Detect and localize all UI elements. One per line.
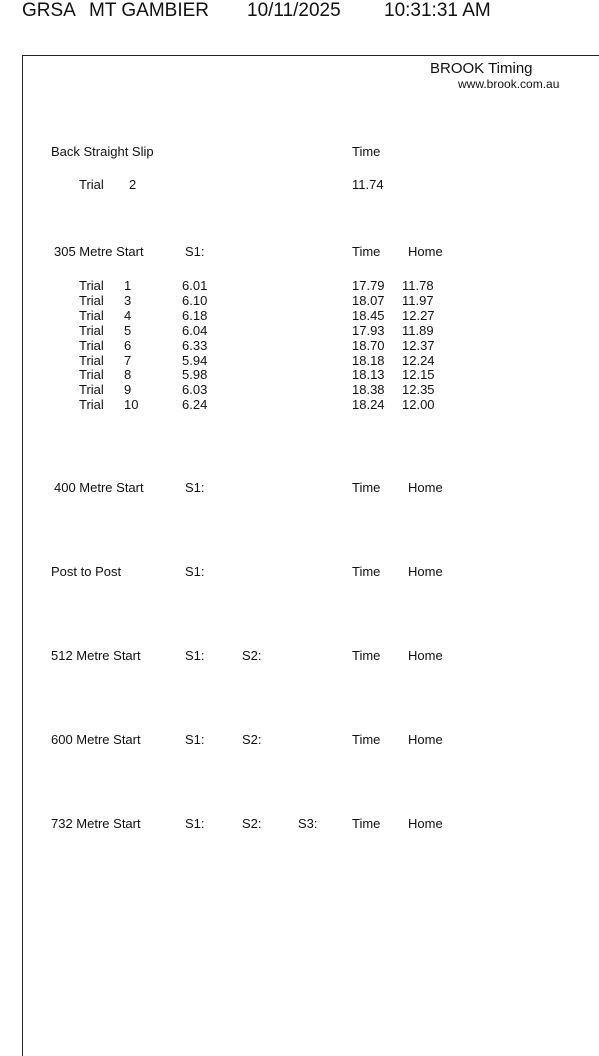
trial-number: 6 <box>124 337 132 353</box>
table-row <box>0 293 599 308</box>
trial-label: Trial <box>79 352 104 368</box>
s400-s1-label: S1: <box>185 480 205 495</box>
trial-s1: 6.33 <box>182 337 208 353</box>
trial-s1: 6.01 <box>182 278 208 293</box>
s512-title: 512 Metre Start <box>51 648 141 663</box>
header-date: 10/11/2025 <box>247 0 341 21</box>
s732-title: 732 Metre Start <box>51 816 141 831</box>
slip-trial-row <box>0 177 599 192</box>
report-frame <box>22 55 599 1056</box>
s305-s1-label: S1: <box>185 244 205 259</box>
trial-label: Trial <box>79 307 104 323</box>
table-row <box>0 353 599 368</box>
post-time-label: Time <box>352 564 381 579</box>
trial-time: 18.13 <box>352 367 385 383</box>
trial-number: 10 <box>124 397 139 413</box>
trial-label: Trial <box>79 292 104 308</box>
trial-number: 8 <box>124 367 132 383</box>
s600-time-label: Time <box>352 732 381 747</box>
trial-label: Trial <box>79 278 104 293</box>
post-s1-label: S1: <box>185 564 205 579</box>
s400-time-label: Time <box>352 480 381 495</box>
table-row <box>0 382 599 397</box>
trial-s1: 5.94 <box>182 352 208 368</box>
s600-header-row <box>0 732 599 747</box>
trial-label: Trial <box>79 337 104 353</box>
header-org: GRSA <box>22 0 76 21</box>
s600-s2-label: S2: <box>242 732 262 747</box>
brand-name: BROOK Timing <box>430 60 533 77</box>
trial-home: 11.97 <box>402 292 434 308</box>
trial-s1: 6.18 <box>182 307 208 323</box>
trial-s1: 5.98 <box>182 367 208 383</box>
header-time: 10:31:31 AM <box>384 0 491 21</box>
table-row <box>0 367 599 382</box>
s732-s1-label: S1: <box>185 816 205 831</box>
post-title: Post to Post <box>51 564 122 579</box>
s732-s3-label: S3: <box>298 816 318 831</box>
s732-time-label: Time <box>352 816 381 831</box>
header-track: MT GAMBIER <box>89 0 209 21</box>
s305-home-label: Home <box>408 244 443 259</box>
brand-website: www.brook.com.au <box>458 77 560 91</box>
s400-header-row <box>0 480 599 495</box>
trial-number: 5 <box>124 322 132 338</box>
s512-s1-label: S1: <box>185 648 205 663</box>
trial-label: Trial <box>79 382 104 398</box>
trial-time: 17.79 <box>352 278 385 293</box>
trial-home: 12.35 <box>402 382 435 398</box>
slip-time-label: Time <box>352 144 381 159</box>
slip-title: Back Straight Slip <box>51 144 154 159</box>
table-row <box>0 323 599 338</box>
trial-time: 18.45 <box>352 307 385 323</box>
trial-time: 18.07 <box>352 292 385 308</box>
trial-label: Trial <box>79 322 104 338</box>
slip-trial-label: Trial <box>79 177 104 192</box>
report-header <box>0 0 599 26</box>
trial-s1: 6.03 <box>182 382 208 398</box>
trial-home: 11.78 <box>402 278 434 293</box>
trial-number: 7 <box>124 352 132 368</box>
trial-s1: 6.24 <box>182 397 208 413</box>
trial-home: 12.24 <box>402 352 435 368</box>
s512-time-label: Time <box>352 648 381 663</box>
s512-header-row <box>0 648 599 663</box>
trial-time: 18.38 <box>352 382 385 398</box>
slip-trial-time: 11.74 <box>352 177 384 192</box>
s400-home-label: Home <box>408 480 443 495</box>
s732-header-row <box>0 816 599 831</box>
post-header-row <box>0 564 599 579</box>
trial-number: 4 <box>124 307 132 323</box>
trial-home: 12.37 <box>402 337 435 353</box>
trial-time: 18.70 <box>352 337 385 353</box>
s512-home-label: Home <box>408 648 443 663</box>
trial-label: Trial <box>79 397 104 413</box>
s600-home-label: Home <box>408 732 443 747</box>
s512-s2-label: S2: <box>242 648 262 663</box>
s400-title: 400 Metre Start <box>54 480 144 495</box>
table-row <box>0 278 599 293</box>
s600-s1-label: S1: <box>185 732 205 747</box>
s305-title: 305 Metre Start <box>54 244 144 259</box>
s305-header-row <box>0 244 599 259</box>
table-row <box>0 338 599 353</box>
trial-label: Trial <box>79 367 104 383</box>
trial-time: 18.24 <box>352 397 385 413</box>
trial-s1: 6.10 <box>182 292 208 308</box>
trial-home: 12.27 <box>402 307 435 323</box>
slip-trial-number: 2 <box>129 177 137 192</box>
trial-time: 17.93 <box>352 322 385 338</box>
table-row <box>0 308 599 323</box>
table-row <box>0 397 599 412</box>
s305-time-label: Time <box>352 244 381 259</box>
trial-number: 9 <box>124 382 132 398</box>
post-home-label: Home <box>408 564 443 579</box>
s732-home-label: Home <box>408 816 443 831</box>
trial-s1: 6.04 <box>182 322 208 338</box>
trial-time: 18.18 <box>352 352 385 368</box>
slip-header-row <box>0 144 599 159</box>
trial-home: 11.89 <box>402 322 434 338</box>
trial-number: 1 <box>124 278 132 293</box>
s600-title: 600 Metre Start <box>51 732 141 747</box>
s732-s2-label: S2: <box>242 816 262 831</box>
trial-home: 12.00 <box>402 397 435 413</box>
trial-number: 3 <box>124 292 132 308</box>
trial-home: 12.15 <box>402 367 435 383</box>
